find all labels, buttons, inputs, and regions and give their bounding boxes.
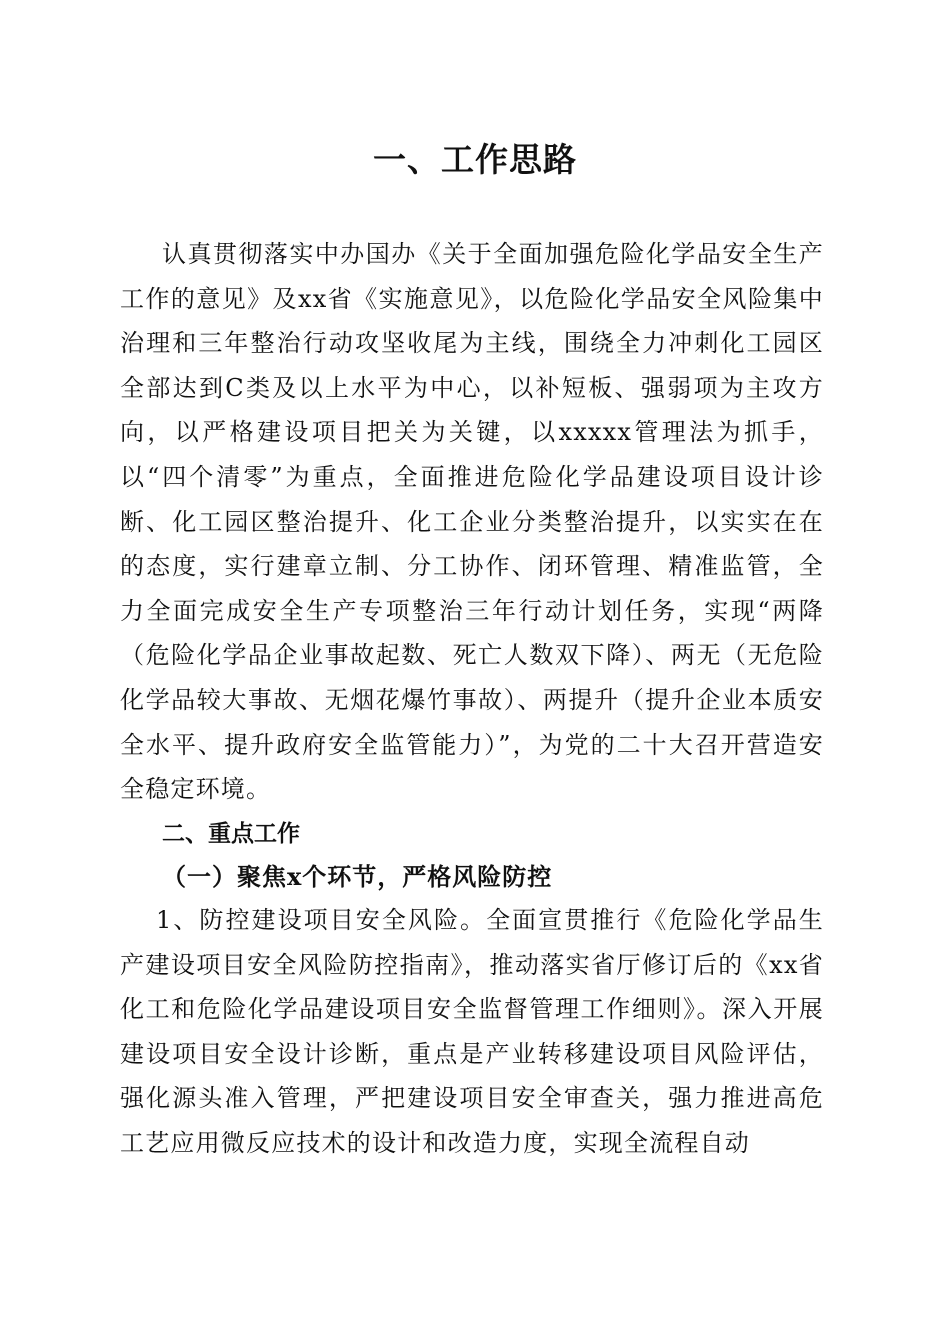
subsection-heading-risk-control: （一）聚焦x个环节，严格风险防控: [162, 862, 553, 891]
paragraph-construction-project-risk: 1、防控建设项目安全风险。全面宣贯推行《危险化学品生产建设项目安全风险防控指南》，推动落实省厅修订后的《xx省化工和危险化学品建设项目安全监督管理工作细则》。深入开展建设项目安全设计诊断，重点是产业转移建设项目风险评估，强化源头准入管理，严把建设项目安全审查关，强力推进高危工艺应用微反应技术的设计和改造力度，实现全流程自动: [120, 906, 824, 1157]
page-title: 一、工作思路: [373, 140, 577, 179]
paragraph-work-approach: 认真贯彻落实中办国办《关于全面加强危险化学品安全生产工作的意见》及xx省《实施意见》，以危险化学品安全风险集中治理和三年整治行动攻坚收尾为主线，围绕全力冲刺化工园区全部达到C类及以上水平为中心，以补短板、强弱项为主攻方向，以严格建设项目把关为关键，以xxxxx管理法为抓手，以“四个清零”为重点，全面推进危险化学品建设项目设计诊断、化工园区整治提升、化工企业分类整治提升，以实实在在的态度，实行建章立制、分工协作、闭环管理、精准监管，全力全面完成安全生产专项整治三年行动计划任务，实现“两降（危险化学品企业事故起数、死亡人数双下降）、两无（无危险化学品较大事故、无烟花爆竹事故）、两提升（提升企业本质安全水平、提升政府安全监管能力）”，为党的二十大召开营造安全稳定环境。: [120, 240, 824, 804]
section-heading-key-work: 二、重点工作: [162, 821, 300, 847]
